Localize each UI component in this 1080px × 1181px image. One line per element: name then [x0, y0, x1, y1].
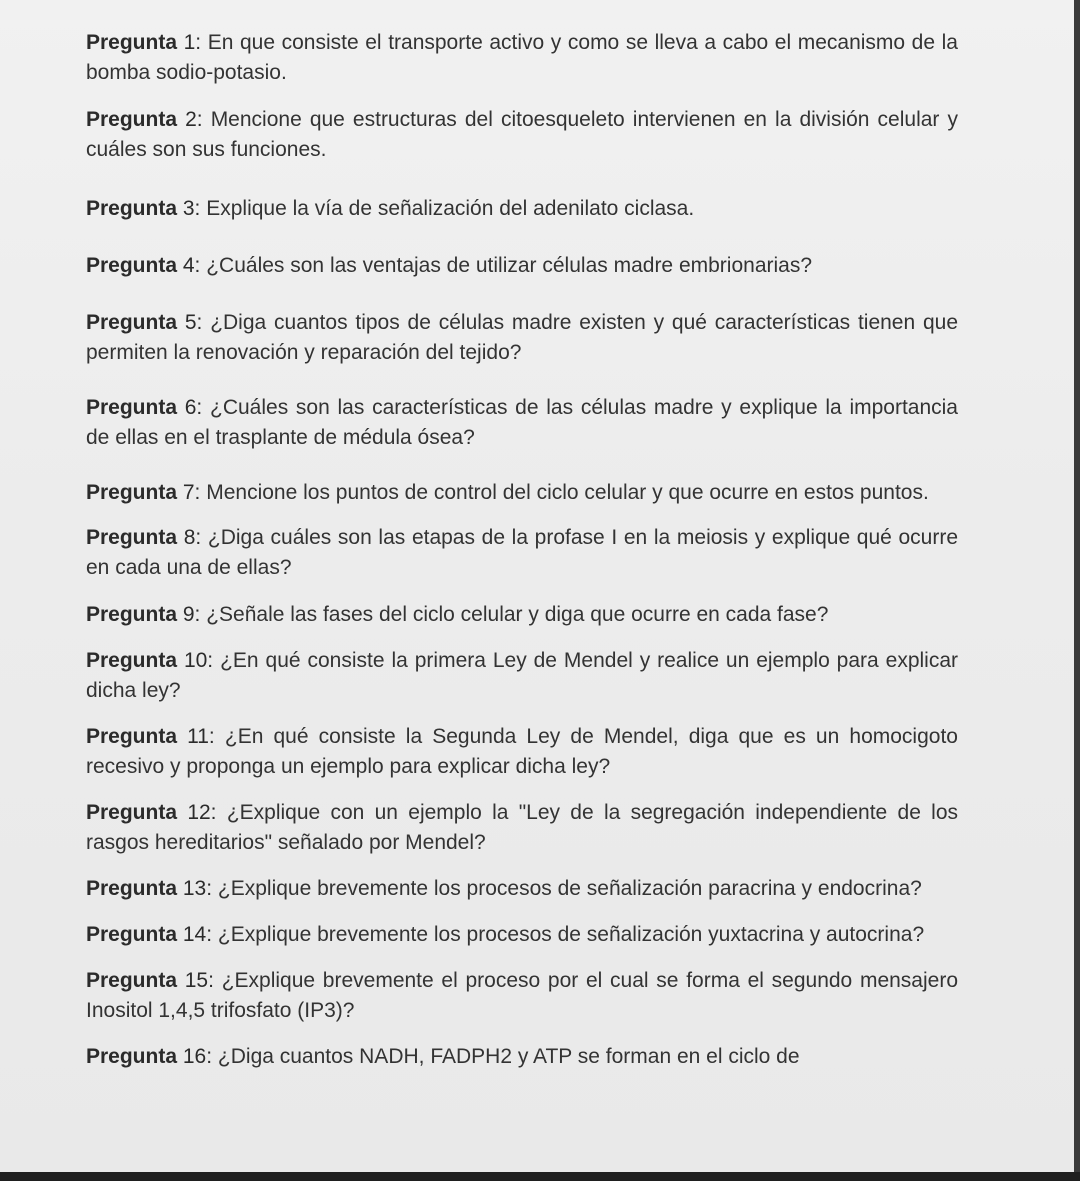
question-text: Mencione que estructuras del citoesqueleto intervienen en la división celular y cuáles son sus funciones.: [86, 108, 958, 161]
question-11: [86, 722, 958, 782]
question-13: [86, 874, 958, 904]
question-number: 11:: [187, 725, 215, 748]
question-5: [86, 308, 958, 368]
question-10: [86, 646, 958, 706]
question-label: Pregunta: [86, 603, 178, 626]
question-9: [86, 600, 958, 630]
question-number: 3:: [182, 197, 201, 220]
question-label: Pregunta: [86, 801, 178, 824]
question-number: 6:: [184, 396, 203, 419]
question-text: ¿Explique brevemente los procesos de señalización yuxtacrina y autocrina?: [217, 923, 925, 946]
question-number: 8:: [183, 526, 202, 549]
question-14: [86, 920, 958, 950]
question-number: 9:: [182, 603, 201, 626]
question-number: 2:: [185, 108, 203, 131]
question-text: ¿En qué consiste la Segunda Ley de Mendel, diga que es un homocigoto recesivo y proponga un ejemplo para explicar dicha ley?: [86, 725, 958, 778]
question-number: 1:: [183, 31, 202, 54]
question-12: [86, 798, 958, 858]
question-label: Pregunta: [86, 526, 178, 549]
question-text: ¿Diga cuantos NADH, FADPH2 y ATP se forman en el ciclo de: [217, 1045, 800, 1068]
question-number: 10:: [183, 649, 214, 672]
question-7: [86, 478, 958, 508]
question-label: Pregunta: [86, 31, 178, 54]
question-label: Pregunta: [86, 311, 178, 334]
question-label: Pregunta: [86, 396, 178, 419]
page-edge-bottom: [0, 1172, 1080, 1181]
question-label: Pregunta: [86, 969, 178, 992]
question-text: Mencione los puntos de control del ciclo celular y que ocurre en estos puntos.: [206, 481, 929, 504]
question-8: [86, 523, 958, 583]
question-text: Explique la vía de señalización del adenilato ciclasa.: [206, 197, 695, 220]
question-number: 7:: [182, 481, 201, 504]
question-label: Pregunta: [86, 649, 178, 672]
question-label: Pregunta: [86, 1045, 178, 1068]
question-text: ¿Explique brevemente los procesos de señalización paracrina y endocrina?: [217, 877, 922, 900]
question-text: ¿Señale las fases del ciclo celular y diga que ocurre en cada fase?: [206, 603, 829, 626]
question-15: [86, 966, 958, 1026]
question-number: 5:: [184, 311, 203, 334]
question-text: ¿En qué consiste la primera Ley de Mendel y realice un ejemplo para explicar dicha ley?: [86, 649, 958, 702]
page-edge-right: [1074, 0, 1080, 1181]
question-number: 16:: [182, 1045, 213, 1068]
question-label: Pregunta: [86, 108, 178, 131]
question-4: [86, 251, 958, 281]
question-number: 4:: [182, 254, 201, 277]
question-text: ¿Explique con un ejemplo la "Ley de la segregación independiente de los rasgos hereditarios" señalado por Mendel?: [86, 801, 958, 854]
question-text: ¿Diga cuáles son las etapas de la profase I en la meiosis y explique qué ocurre en cada una de ellas?: [86, 526, 959, 579]
question-label: Pregunta: [86, 197, 178, 220]
question-label: Pregunta: [86, 877, 178, 900]
question-label: Pregunta: [86, 254, 178, 277]
question-number: 15:: [184, 969, 214, 992]
question-text: ¿Explique brevemente el proceso por el cual se forma el segundo mensajero Inositol 1,4,5 trifosfato (IP3)?: [86, 969, 959, 1022]
question-number: 12:: [187, 801, 217, 824]
question-label: Pregunta: [86, 481, 178, 504]
question-label: Pregunta: [86, 725, 178, 748]
question-label: Pregunta: [86, 923, 178, 946]
question-16: [86, 1042, 958, 1072]
question-text: ¿Cuáles son las ventajas de utilizar células madre embrionarias?: [206, 254, 813, 277]
question-number: 14:: [182, 923, 213, 946]
question-text: ¿Cuáles son las características de las células madre y explique la importancia de ellas en el trasplante de médula ósea?: [86, 396, 958, 449]
question-3: [86, 194, 958, 224]
question-2: [86, 105, 958, 165]
question-list: [86, 28, 958, 1072]
question-6: [86, 393, 958, 453]
question-text: En que consiste el transporte activo y como se lleva a cabo el mecanismo de la bomba sodio-potasio.: [86, 31, 958, 84]
question-number: 13:: [182, 877, 213, 900]
question-text: ¿Diga cuantos tipos de células madre existen y qué características tienen que permiten la renovación y reparación del tejido?: [86, 311, 959, 364]
question-1: [86, 28, 958, 88]
